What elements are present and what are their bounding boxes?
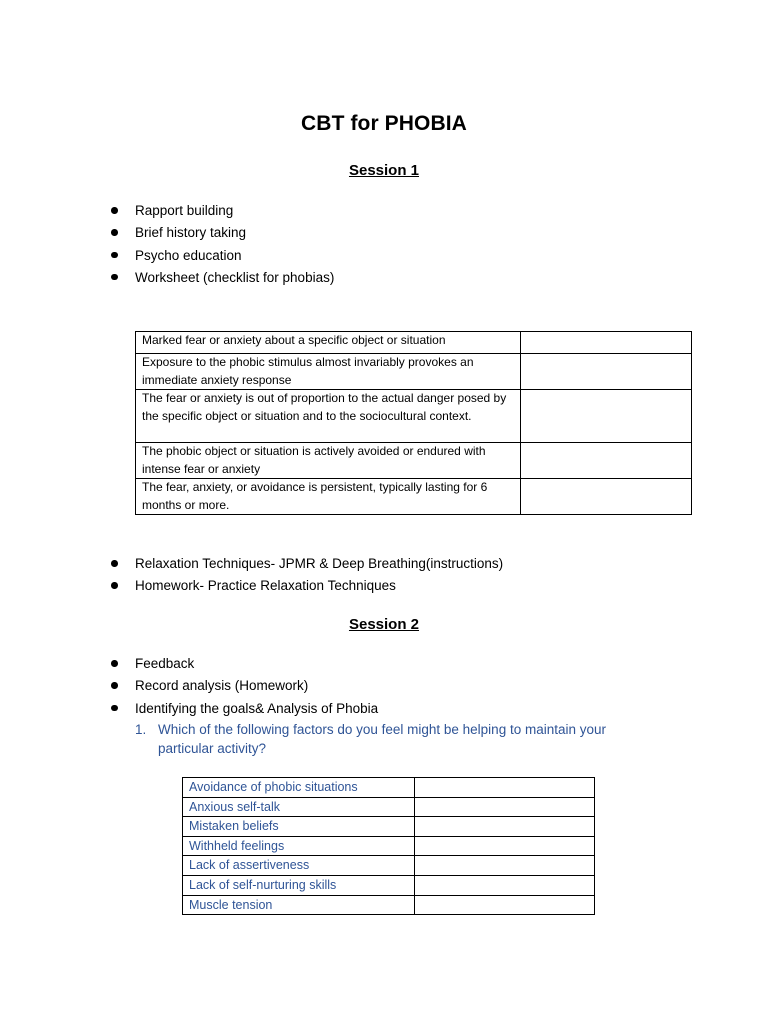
checklist-answer-cell[interactable] xyxy=(521,443,692,479)
bullet-item xyxy=(0,675,768,697)
bullet-item xyxy=(0,200,768,222)
checklist-criterion: Exposure to the phobic stimulus almost invariably provokes an immediate anxiety response xyxy=(136,354,521,390)
session-1-followup-list xyxy=(0,553,768,598)
bullet-item xyxy=(0,575,768,597)
bullet-icon xyxy=(111,705,118,712)
factor-label: Mistaken beliefs xyxy=(183,817,415,837)
factor-label: Lack of self-nurturing skills xyxy=(183,875,415,895)
factor-label: Lack of assertiveness xyxy=(183,856,415,876)
table-row xyxy=(136,443,692,479)
bullet-item xyxy=(0,553,768,575)
bullet-icon xyxy=(111,560,118,567)
checklist-answer-cell[interactable] xyxy=(521,332,692,354)
session-1-heading: Session 1 xyxy=(348,162,420,179)
factor-label: Anxious self-talk xyxy=(183,797,415,817)
checklist-criterion: Marked fear or anxiety about a specific object or situation xyxy=(136,332,521,354)
bullet-text: Brief history taking xyxy=(135,225,247,241)
bullet-icon xyxy=(111,252,118,259)
bullet-icon xyxy=(111,274,118,281)
checklist-answer-cell[interactable] xyxy=(521,479,692,515)
bullet-icon xyxy=(111,682,118,689)
checklist-answer-cell[interactable] xyxy=(521,390,692,443)
table-row xyxy=(183,836,595,856)
table-row xyxy=(183,875,595,895)
checklist-criterion: The fear, anxiety, or avoidance is persistent, typically lasting for 6 months or more. xyxy=(136,479,521,515)
bullet-item xyxy=(0,698,768,720)
factor-label: Muscle tension xyxy=(183,895,415,915)
maintaining-factors-table xyxy=(182,777,595,915)
bullet-text: Worksheet (checklist for phobias) xyxy=(135,269,335,285)
factor-label: Withheld feelings xyxy=(183,836,415,856)
session-2-bullet-list xyxy=(0,653,768,720)
table-row xyxy=(183,895,595,915)
bullet-text: Rapport building xyxy=(135,203,234,218)
table-row xyxy=(183,856,595,876)
table-row xyxy=(136,354,692,390)
table-row xyxy=(136,390,692,443)
bullet-icon xyxy=(111,229,118,236)
factor-label: Avoidance of phobic situations xyxy=(183,778,415,798)
session-2-heading: Session 2 xyxy=(348,616,420,633)
bullet-icon xyxy=(111,582,118,589)
bullet-text: Psycho education xyxy=(135,247,242,263)
table-row xyxy=(183,817,595,837)
bullet-item xyxy=(0,653,768,675)
bullet-text: Identifying the goals& Analysis of Phobia xyxy=(135,700,379,716)
bullet-item xyxy=(0,222,768,244)
bullet-text: Record analysis (Homework) xyxy=(135,678,309,694)
factor-answer-cell[interactable] xyxy=(415,856,595,876)
session-1-bullet-list xyxy=(0,200,768,289)
document-title: CBT for PHOBIA xyxy=(301,112,467,135)
table-row xyxy=(136,479,692,515)
bullet-text: Relaxation Techniques- JPMR & Deep Breathing(instructions) xyxy=(135,556,504,571)
bullet-text: Feedback xyxy=(135,656,195,671)
question-number: 1. xyxy=(135,722,147,737)
question-text: Which of the following factors do you feel might be helping to maintain your particular activity? xyxy=(158,722,606,756)
table-row xyxy=(183,797,595,817)
checklist-criterion: The fear or anxiety is out of proportion to the actual danger posed by the specific object or situation and to the sociocultural context. xyxy=(136,390,521,443)
bullet-icon xyxy=(111,207,118,214)
checklist-answer-cell[interactable] xyxy=(521,354,692,390)
checklist-criterion: The phobic object or situation is actively avoided or endured with intense fear or anxiety xyxy=(136,443,521,479)
factor-answer-cell[interactable] xyxy=(415,778,595,798)
table-row xyxy=(183,778,595,798)
table-row xyxy=(136,332,692,354)
factor-answer-cell[interactable] xyxy=(415,797,595,817)
bullet-text: Homework- Practice Relaxation Techniques xyxy=(135,578,396,594)
factor-answer-cell[interactable] xyxy=(415,875,595,895)
factor-answer-cell[interactable] xyxy=(415,836,595,856)
bullet-item xyxy=(0,267,768,289)
bullet-item xyxy=(0,245,768,267)
bullet-icon xyxy=(111,660,118,667)
phobia-checklist-table xyxy=(135,331,692,515)
factor-answer-cell[interactable] xyxy=(415,817,595,837)
factor-answer-cell[interactable] xyxy=(415,895,595,915)
